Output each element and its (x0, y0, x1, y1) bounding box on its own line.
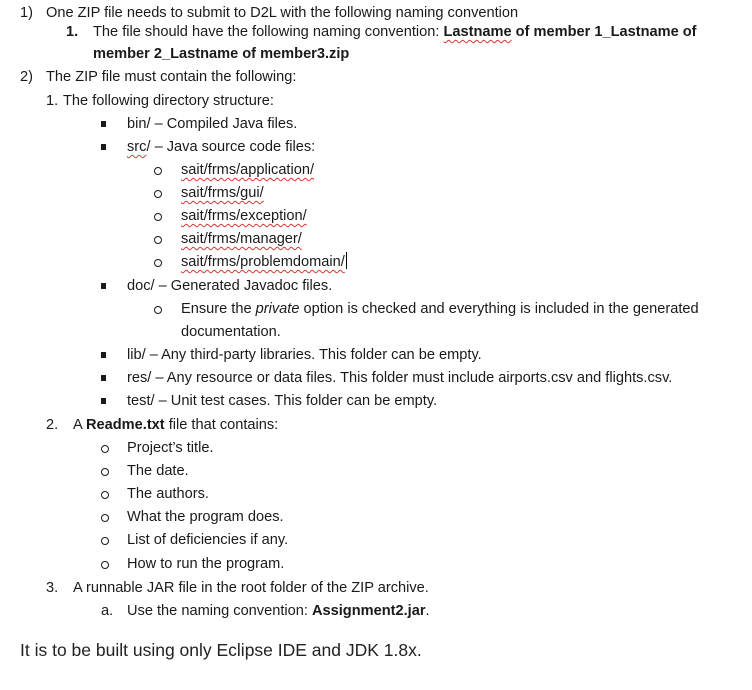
jar-naming-pre: Use the naming convention: (127, 603, 312, 619)
bullet-square (101, 121, 106, 127)
bullet-circle (154, 213, 162, 221)
package-item: sait/frms/exception/ (181, 208, 307, 224)
dir-res: res/ – Any resource or data files. This folder must include airports.csv and flights.csv. (127, 370, 673, 386)
sub-marker-2-3: 3. (46, 580, 59, 596)
footer-note: It is to be built using only Eclipse IDE and JDK 1.8x. (20, 640, 422, 660)
javadoc-note-post: option is checked and everything is included in the generated (299, 301, 699, 317)
item-1-text: One ZIP file needs to submit to D2L with the following naming convention (46, 5, 519, 21)
readme-item: The authors. (127, 486, 209, 502)
readme-post: file that contains: (164, 417, 279, 433)
readme-item: How to run the program. (127, 556, 285, 572)
bullet-square (101, 283, 106, 289)
bullet-circle (154, 306, 162, 314)
readme-item: Project’s title. (127, 440, 214, 456)
sub-marker-2-1: 1. (46, 93, 59, 109)
list-marker-2: 2) (20, 69, 33, 85)
dir-src-word: src (127, 139, 147, 155)
bullet-circle (101, 491, 109, 499)
jar-naming (127, 601, 430, 621)
package-item-text[interactable]: sait/frms/problemdomain/ (181, 254, 345, 270)
bullet-square (101, 375, 106, 381)
javadoc-note (181, 299, 699, 319)
list-marker-1: 1) (20, 5, 33, 21)
bullet-circle (154, 259, 162, 267)
bullet-circle (154, 236, 162, 244)
bullet-circle (101, 445, 109, 453)
package-item-active[interactable] (181, 252, 347, 272)
dir-doc: doc/ – Generated Javadoc files. (127, 278, 333, 294)
bullet-circle (101, 514, 109, 522)
package-item: sait/frms/manager/ (181, 231, 302, 247)
sub-marker-2-2: 2. (46, 417, 59, 433)
javadoc-note-emphasis: private (255, 301, 300, 317)
package-item: sait/frms/gui/ (181, 185, 264, 201)
sub-marker-1-1: 1. (66, 24, 79, 40)
directory-structure-heading: The following directory structure: (63, 93, 274, 109)
naming-convention-text (93, 22, 697, 42)
readme-item: List of deficiencies if any. (127, 532, 289, 548)
readme-pre: A (73, 417, 86, 433)
text-cursor (346, 252, 347, 269)
naming-convention-prefix: The file should have the following naming convention: (93, 24, 444, 40)
javadoc-note-line2: documentation. (181, 324, 281, 340)
dir-lib: lib/ – Any third-party libraries. This folder can be empty. (127, 347, 482, 363)
naming-convention-rest: of member 1_Lastname of (511, 24, 697, 40)
bullet-square (101, 352, 106, 358)
bullet-circle (154, 190, 162, 198)
jar-filename: Assignment2.jar (311, 603, 426, 619)
javadoc-note-pre: Ensure the (181, 301, 256, 317)
dir-src-rest: / – Java source code files: (146, 139, 316, 155)
readme-item: The date. (127, 463, 189, 479)
package-item: sait/frms/application/ (181, 162, 315, 178)
readme-item: What the program does. (127, 509, 284, 525)
jar-naming-post: . (425, 603, 430, 619)
naming-convention-line2: member 2_Lastname of member3.zip (93, 46, 350, 62)
jar-heading: A runnable JAR file in the root folder of the ZIP archive. (73, 580, 429, 596)
bullet-circle (101, 561, 109, 569)
readme-filename: Readme.txt (85, 417, 165, 433)
readme-heading (73, 415, 278, 435)
sub-marker-a: a. (101, 603, 114, 619)
bullet-circle (101, 468, 109, 476)
bullet-square (101, 144, 106, 150)
naming-lastname-word: Lastname (443, 24, 512, 40)
bullet-square (101, 398, 106, 404)
dir-src (127, 137, 315, 157)
bullet-circle (154, 167, 162, 175)
item-2-text: The ZIP file must contain the following: (46, 69, 297, 85)
bullet-circle (101, 537, 109, 545)
dir-bin: bin/ – Compiled Java files. (127, 116, 298, 132)
dir-test: test/ – Unit test cases. This folder can be empty. (127, 393, 438, 409)
